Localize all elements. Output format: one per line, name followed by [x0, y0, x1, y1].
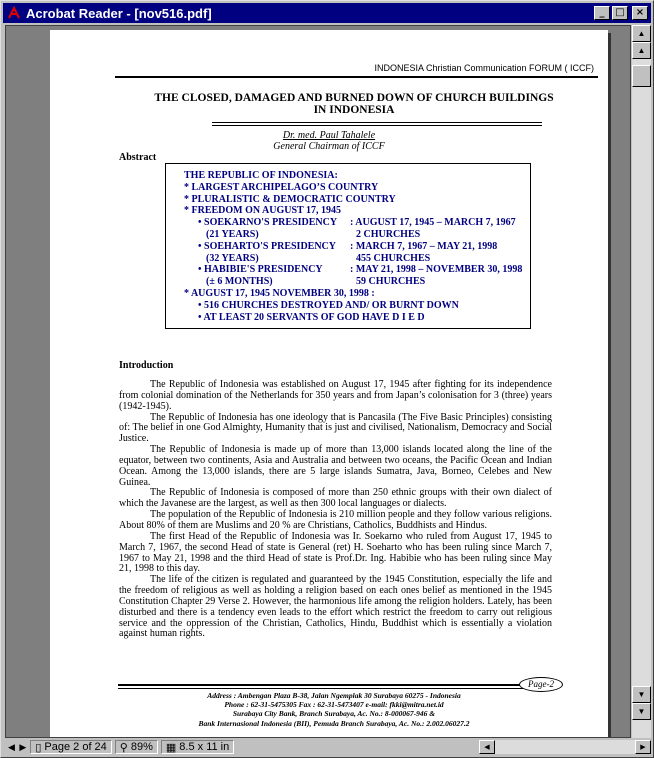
horizontal-scrollbar[interactable] — [479, 740, 651, 754]
paragraph: The Republic of Indonesia is made up of more than 13,000 islands located along the line of the equator, between two continents, Asia and Australia and between two oceans, the Pacific Ocean and Indian Ocean. Among the 13,000 islands, there are 5 large islands Sumatra, Java, Borneo, Celebes and New Guinea. — [119, 444, 552, 488]
box-line — [166, 241, 530, 253]
title-rule — [212, 122, 542, 123]
box-line: * PLURALISTIC & DEMOCRATIC COUNTRY — [184, 193, 396, 205]
scroll-down-icon[interactable]: ▼ — [632, 686, 651, 703]
box-line — [166, 264, 530, 276]
box-line: * LARGEST ARCHIPELAGO’S COUNTRY — [184, 181, 379, 193]
author-name: Dr. med. Paul Tahalele — [282, 130, 376, 141]
zoom-icon: ⚲ — [119, 741, 128, 754]
page-count: Page 2 of 24 — [44, 741, 107, 753]
minimize-button[interactable]: _ — [594, 6, 610, 20]
zoom-level: 89% — [130, 741, 153, 753]
box-cell: 59 CHURCHES — [356, 276, 426, 288]
page-number-tag: Page-2 — [519, 677, 563, 692]
box-cell: • SOEKARNO'S PRESIDENCY — [198, 217, 338, 229]
paragraph: The Republic of Indonesia was established on August 17, 1945 after fighting for its independence from colonial domination of the Netherlands for 350 years and from Japan’s colonisation for 3 (three) years (1942-1945). — [119, 379, 552, 412]
forum-header: INDONESIA Christian Communication FORUM ( ICCF) — [374, 63, 594, 73]
abstract-heading: Abstract — [119, 152, 157, 163]
footer-rule — [118, 684, 552, 686]
pdf-page — [50, 30, 608, 738]
box-cell: • HABIBIE'S PRESIDENCY — [198, 264, 323, 276]
vertical-scrollbar[interactable] — [632, 25, 651, 738]
scroll-thumb[interactable] — [632, 65, 651, 87]
page-nav-arrows[interactable]: ◀ ▶ — [8, 741, 28, 752]
box-cell: (32 YEARS) — [206, 252, 259, 264]
page-down-icon[interactable]: ▼ — [632, 703, 651, 720]
maximize-button[interactable]: □ — [612, 6, 628, 20]
paragraph: The Republic of Indonesia is composed of more than 250 ethnic groups with their own dialect of which the Javanese are the largest, as well as then 300 local languages or dialects. — [119, 487, 552, 510]
page-icon: ▯ — [35, 741, 42, 754]
page-indicator[interactable] — [30, 740, 111, 754]
close-button[interactable]: × — [632, 6, 648, 20]
introduction-heading: Introduction — [119, 360, 174, 371]
paragraph: The population of the Republic of Indonesia is 210 million people and they follow various religions. About 80% of them are Muslims and 20 % are Christians, Catholics, Buddhists and Hindus. — [119, 509, 552, 531]
paragraph: The first Head of the Republic of Indonesia was Ir. Soekarno who ruled from August 17, 1945 to March 7, 1967, the second Head of state is General (ret) H. Soeharto who has been ruling since March 7, 1967 to May 21, 1998 and the third Head of state is Prof.Dr. Ing. Habibie who has been ruling since May 21, 1998 to this day. — [119, 530, 552, 575]
box-cell: : MARCH 7, 1967 – MAY 21, 1998 — [350, 240, 498, 252]
scroll-track[interactable] — [495, 740, 635, 754]
box-line — [166, 253, 530, 265]
document-title — [120, 92, 588, 116]
footer-line: Bank Internasional Indonesia (BII), Pemuda Branch Surabaya, Ac. No.: 2.002.06027.2 — [198, 718, 470, 728]
box-line: * FREEDOM ON AUGUST 17, 1945 — [184, 205, 342, 217]
box-line: • 516 CHURCHES DESTROYED AND/ OR BURNT DOWN — [198, 299, 459, 311]
footer-line: Address : Ambengan Plaza B-38, Jalan Ngemplak 30 Surabaya 60275 - Indonesia — [207, 691, 461, 700]
paragraph: The Republic of Indonesia has one ideology that is Pancasila (The Five Basic Principles) consisting of: The belief in one God Almighty, Humanity that is just and civilised, Nationalism, Democracy and Social Justice. — [119, 411, 552, 445]
header-rule — [115, 76, 598, 78]
zoom-indicator[interactable] — [115, 740, 158, 754]
footer-line: Phone : 62-31-5475305 Fax : 62-31-5473407 e-mail: fkki@mitra.net.id — [224, 700, 444, 710]
window-title: Acrobat Reader - [nov516.pdf] — [26, 5, 212, 21]
box-line — [166, 217, 530, 229]
box-line — [166, 229, 530, 241]
box-cell: (± 6 MONTHS) — [206, 276, 273, 288]
scroll-right-icon[interactable]: ▶ — [635, 740, 651, 754]
footer-rule — [118, 688, 552, 689]
box-cell: 455 CHURCHES — [356, 252, 431, 264]
box-cell: • SOEHARTO'S PRESIDENCY — [198, 240, 336, 252]
acrobat-icon — [6, 5, 22, 21]
page-size-indicator[interactable] — [161, 740, 234, 754]
status-bar — [5, 739, 651, 755]
page-up-icon[interactable]: ▲ — [632, 25, 651, 42]
footer-address — [110, 691, 558, 728]
abstract-box — [165, 163, 531, 329]
box-cell: : AUGUST 17, 1945 – MARCH 7, 1967 — [350, 217, 516, 229]
body-text — [119, 380, 552, 640]
box-line: THE REPUBLIC OF INDONESIA: — [184, 170, 338, 181]
footer-line: Surabaya City Bank, Branch Surabaya, Ac. No.: 8-000067-946 & — [232, 709, 436, 719]
title-bar[interactable] — [3, 3, 651, 23]
author-block — [50, 130, 608, 152]
title-line-1: THE CLOSED, DAMAGED AND BURNED DOWN OF CHURCH BUILDINGS — [154, 92, 554, 104]
title-line-2: IN INDONESIA — [313, 104, 395, 116]
box-line: • AT LEAST 20 SERVANTS OF GOD HAVE D I E D — [198, 311, 425, 323]
page-size: 8.5 x 11 in — [179, 741, 230, 753]
box-cell: (21 YEARS) — [206, 228, 259, 240]
box-line — [166, 276, 530, 288]
scroll-up-icon[interactable]: ▲ — [632, 42, 651, 59]
author-role: General Chairman of ICCF — [273, 141, 385, 152]
box-line: * AUGUST 17, 1945 NOVEMBER 30, 1998 : — [184, 287, 375, 299]
paragraph: The life of the citizen is regulated and guaranteed by the 1945 Constitution, especially the life and the freedom of religious as well as holding a religion based on each ones belief as mentioned in the 1945 Constitution Chapter 29 Verse 2. However, the harmonious life among the religion holders. Lately, has been disturbed and there is a tendency even leads to the effort which restrict the freedom to carry out religious service and the oppression of the Christian, Catholics, Hindu, Buddhist which is essentially a violation against human rights. — [119, 574, 552, 640]
scroll-left-icon[interactable]: ◀ — [479, 740, 495, 754]
box-cell: : MAY 21, 1998 – NOVEMBER 30, 1998 — [350, 264, 523, 276]
title-rule — [212, 125, 542, 126]
page-size-icon: ▦ — [165, 741, 177, 754]
document-viewport[interactable] — [5, 25, 631, 738]
box-cell: 2 CHURCHES — [356, 228, 421, 240]
